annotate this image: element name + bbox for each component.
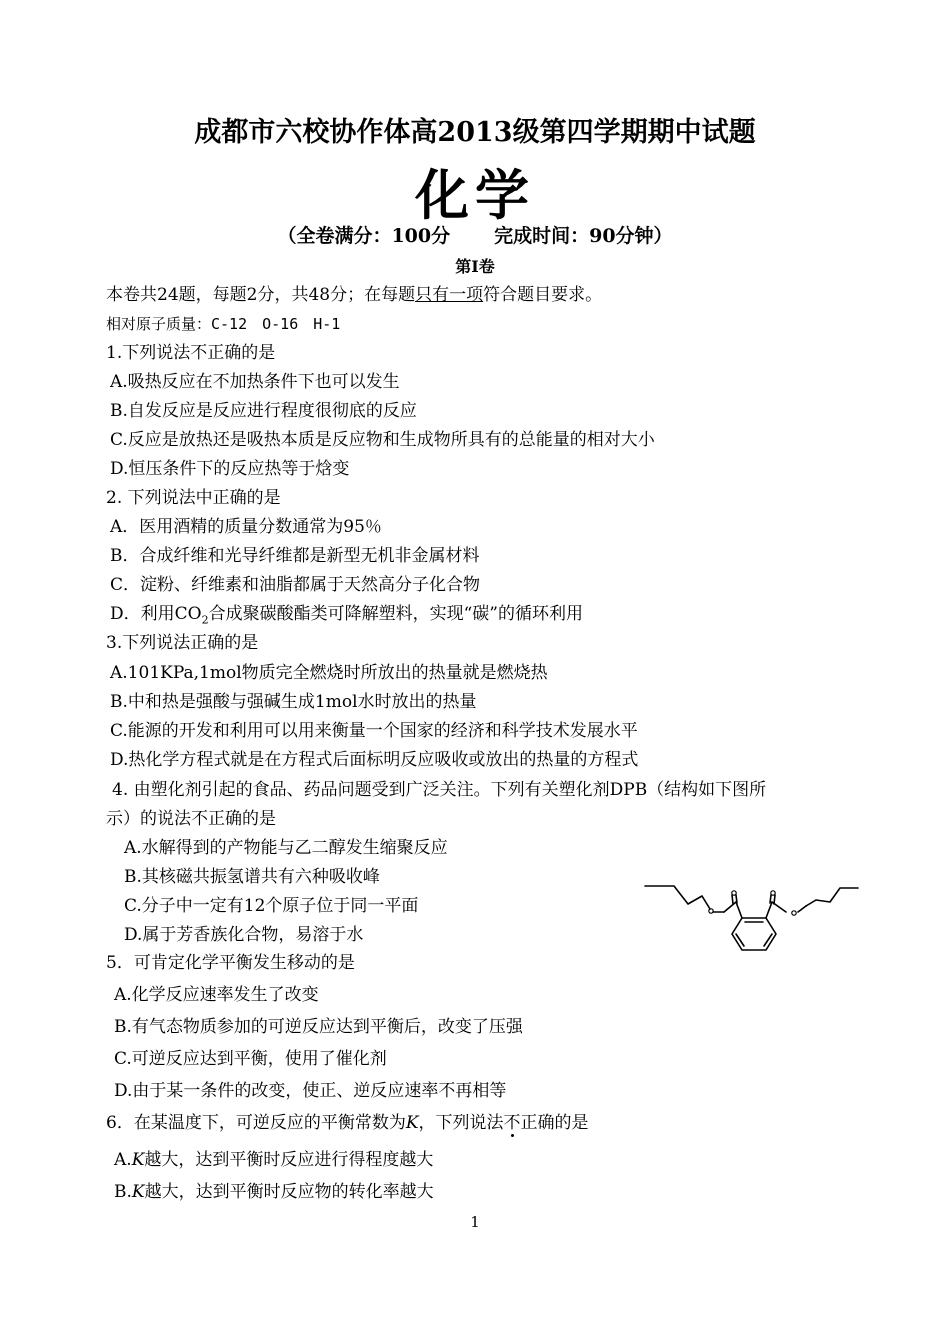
exam-title: 成都市六校协作体高2013级第四学期期中试题 xyxy=(194,117,756,148)
question-4-stem-line-1: 4. 由塑化剂引起的食品、药品问题受到广泛关注。下列有关塑化剂DPB（结构如下图所 xyxy=(112,780,767,800)
exam-info xyxy=(0,223,950,249)
question-5-option-b: B.有气态物质参加的可逆反应达到平衡后，改变了压强 xyxy=(114,1017,523,1037)
option-letter: A. xyxy=(114,1150,132,1170)
exam-time: 完成时间：90分钟） xyxy=(494,225,673,247)
subject-title: 化学 xyxy=(415,163,535,227)
question-5-option-a: A.化学反应速率发生了改变 xyxy=(114,985,319,1005)
option-d-text: D．利用CO xyxy=(110,604,202,624)
instructions xyxy=(106,284,602,306)
volume-heading: 第Ⅰ卷 xyxy=(455,257,495,276)
question-2-option-a: A．医用酒精的质量分数通常为95％ xyxy=(110,517,382,537)
question-1-option-b: B.自发反应是反应进行程度很彻底的反应 xyxy=(110,401,417,421)
question-4-option-c: C.分子中一定有12个原子位于同一平面 xyxy=(124,896,419,916)
equilibrium-constant-k: K xyxy=(131,1150,145,1170)
question-6-stem xyxy=(106,1112,589,1134)
question-1-stem: 1.下列说法不正确的是 xyxy=(106,343,276,363)
question-3-option-b: B.中和热是强酸与强碱生成1mol水时放出的热量 xyxy=(110,692,477,712)
full-score: （全卷满分：100分 xyxy=(277,225,451,247)
question-2-option-c: C．淀粉、纤维素和油脂都属于天然高分子化合物 xyxy=(110,575,481,595)
question-3-option-a: A.101KPa,1mol物质完全燃烧时所放出的热量就是燃烧热 xyxy=(110,663,548,683)
instructions-emphasis: 只有一项 xyxy=(415,285,484,305)
question-5-option-d: D.由于某一条件的改变，使正、逆反应速率不再相等 xyxy=(114,1081,507,1101)
question-4-option-b: B.其核磁共振氢谱共有六种吸收峰 xyxy=(124,867,380,887)
question-4-option-a: A.水解得到的产物能与乙二醇发生缩聚反应 xyxy=(124,838,448,858)
instructions-text: 本卷共24题，每题2分，共48分；在每题 xyxy=(106,285,416,305)
equilibrium-constant-k: K xyxy=(131,1182,145,1202)
option-text: 越大，达到平衡时反应进行得程度越大 xyxy=(144,1150,434,1170)
instructions-text-end: 符合题目要求。 xyxy=(483,285,603,305)
co2-subscript: 2 xyxy=(201,613,209,627)
question-5-option-c: C.可逆反应达到平衡，使用了催化剂 xyxy=(114,1049,387,1069)
question-3-option-d: D.热化学方程式就是在方程式后面标明反应吸收或放出的热量的方程式 xyxy=(110,750,639,770)
question-4-option-d: D.属于芳香族化合物，易溶于水 xyxy=(124,925,364,945)
option-text: 越大，达到平衡时反应物的转化率越大 xyxy=(144,1182,434,1202)
question-1-option-a: A.吸热反应在不加热条件下也可以发生 xyxy=(110,372,400,392)
question-6-text-mid: ，下列说法 xyxy=(418,1113,504,1133)
question-1-option-d: D.恒压条件下的反应热等于焓变 xyxy=(110,459,350,479)
question-3-stem: 3.下列说法正确的是 xyxy=(106,633,259,653)
page-number: 1 xyxy=(470,1213,480,1231)
question-6-option-a xyxy=(114,1149,433,1171)
question-6-text: 6．在某温度下，可逆反应的平衡常数为 xyxy=(106,1113,406,1133)
question-2-option-d xyxy=(110,603,583,625)
question-5-stem: 5．可肯定化学平衡发生移动的是 xyxy=(106,953,355,973)
question-2-option-b: B．合成纤维和光导纤维都是新型无机非金属材料 xyxy=(110,546,480,566)
question-6-text-end: 正确的是 xyxy=(520,1113,589,1133)
question-6-option-b xyxy=(114,1181,434,1203)
dpb-structure-diagram xyxy=(640,878,865,960)
atomic-mass-line: 相对原子质量：C-12 O-16 H-1 xyxy=(106,315,341,333)
question-3-option-c: C.能源的开发和利用可以用来衡量一个国家的经济和科学技术发展水平 xyxy=(110,721,638,741)
equilibrium-constant-k: K xyxy=(405,1113,419,1133)
option-d-text-end: 合成聚碳酸酯类可降解塑料，实现“碳”的循环利用 xyxy=(208,604,583,624)
option-letter: B. xyxy=(114,1182,132,1202)
question-2-stem: 2. 下列说法中正确的是 xyxy=(106,488,281,508)
question-1-option-c: C.反应是放热还是吸热本质是反应物和生成物所具有的总能量的相对大小 xyxy=(110,430,655,450)
question-4-stem-line-2: 示）的说法不正确的是 xyxy=(106,809,276,829)
emphasis-not: 不 xyxy=(503,1113,521,1133)
